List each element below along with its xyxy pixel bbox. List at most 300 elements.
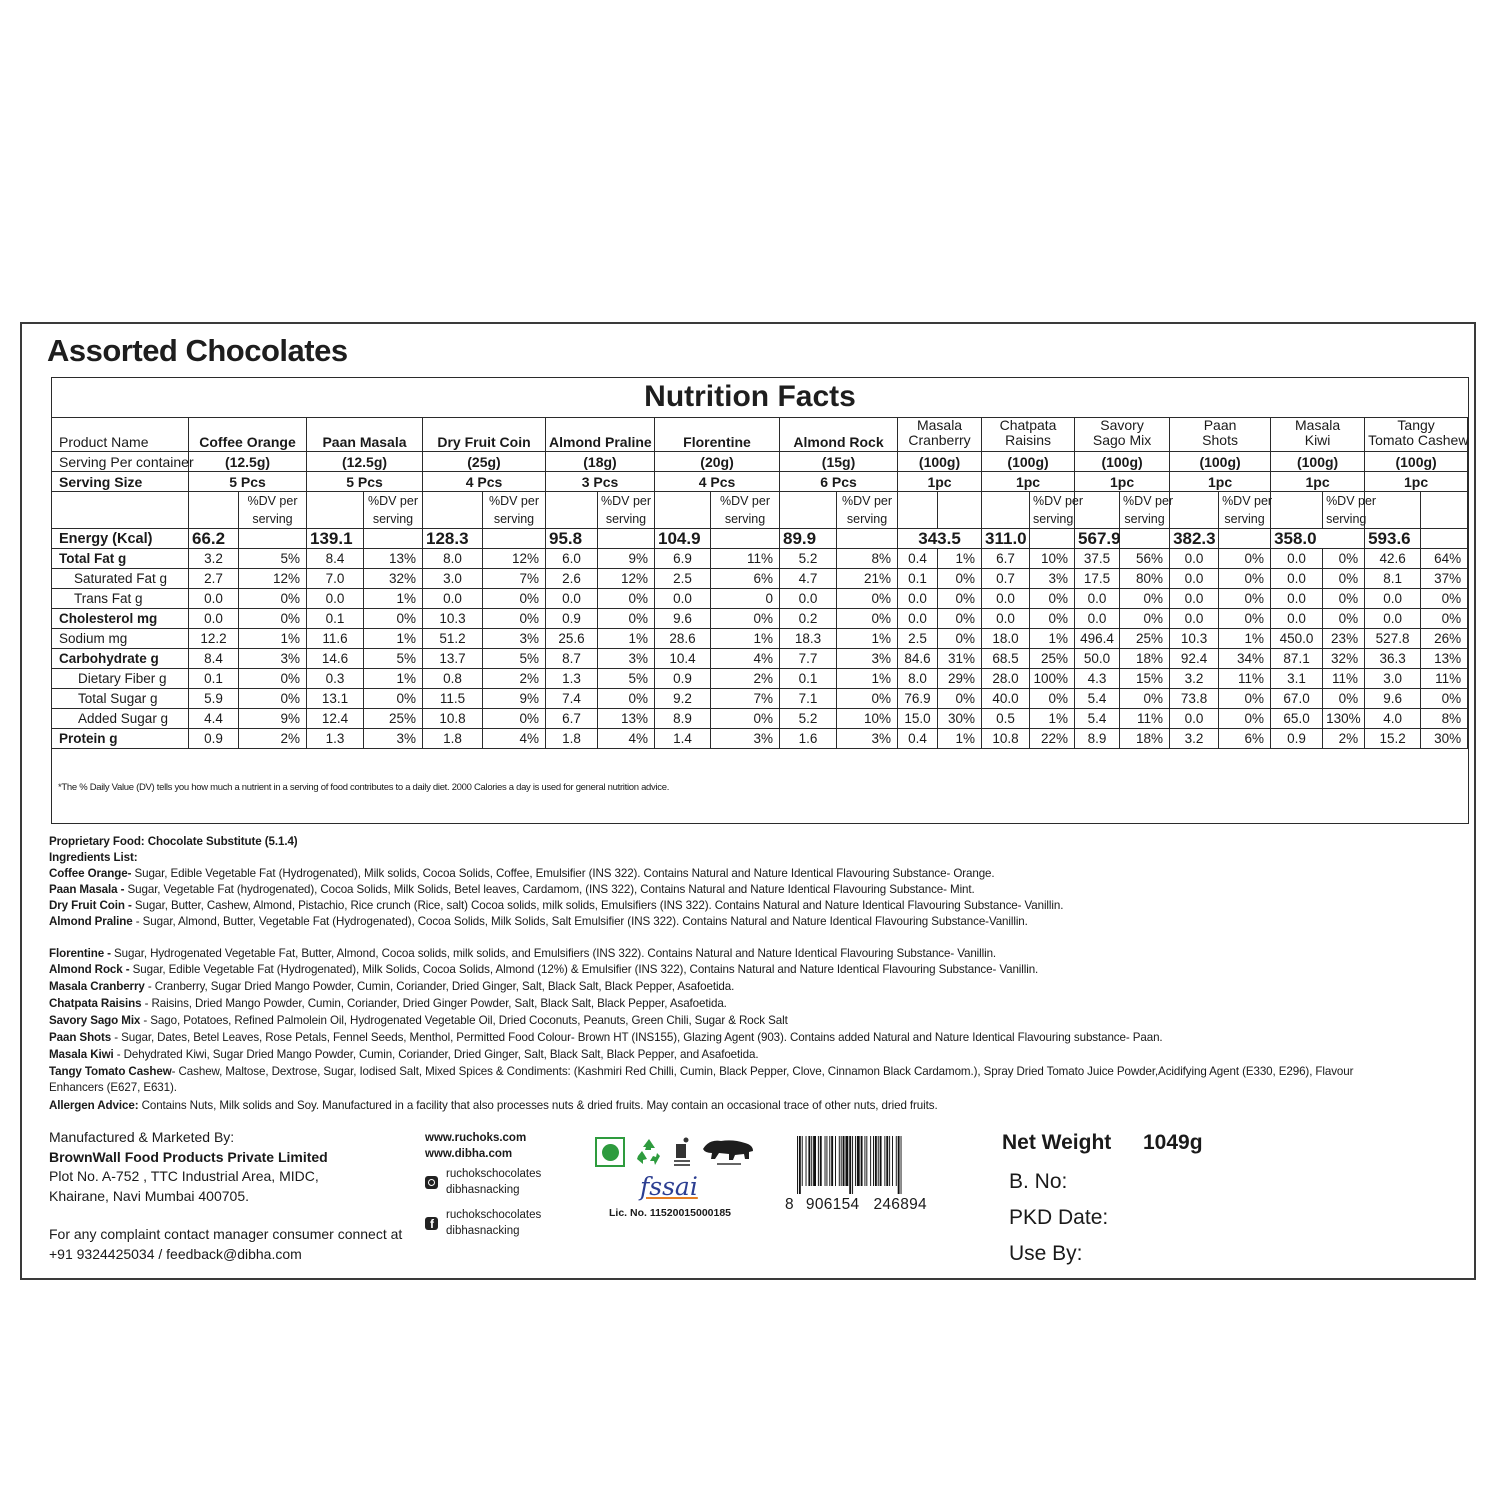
nutrient-dv: 31%: [938, 649, 982, 669]
nutrient-dv: 1%: [598, 629, 655, 649]
nutrient-value: 5.4: [1075, 709, 1120, 729]
barcode-bar: [857, 1136, 860, 1186]
allergen-text: Contains Nuts, Milk solids and Soy. Manufactured in a facility that also processes nuts & dried fruits. May contain an occasional trace of other nuts, dried fruits.: [138, 1099, 938, 1112]
nutrient-dv: 0%: [711, 609, 780, 629]
ingredient-text: - Dehydrated Kiwi, Sugar Dried Mango Powder, Cumin, Coriander, Dried Ginger, Salt, Black Salt, Black Pepper, and Asafoetida.: [113, 1048, 759, 1061]
dv-header-blank: [938, 492, 982, 529]
ingredient-product-name: Paan Masala -: [49, 883, 125, 896]
net-weight-label: Net Weight: [1002, 1131, 1112, 1154]
nutrient-row: [52, 709, 1468, 729]
nutrient-value: 0.0: [546, 589, 598, 609]
value-header-blank: [1170, 492, 1219, 529]
nutrient-dv: 2%: [711, 669, 780, 689]
nutrient-dv: 18%: [1120, 649, 1170, 669]
nutrient-value: 11.5: [423, 689, 483, 709]
serving-per-container-value: (25g): [423, 452, 546, 472]
serving-per-container-value: (15g): [780, 452, 898, 472]
nutrient-value: 0.4: [898, 729, 938, 749]
nutrient-dv: 5%: [239, 549, 307, 569]
dv-header-line-2: serving: [846, 512, 888, 526]
ingredient-entry: [49, 898, 1063, 914]
nutrient-dv: 21%: [837, 569, 898, 589]
nutrient-value: 0.1: [189, 669, 239, 689]
dv-header-line-2: serving: [1326, 512, 1367, 526]
website-ruchoks[interactable]: www.ruchoks.com: [425, 1132, 527, 1144]
nutrient-dv: 0: [711, 589, 780, 609]
veg-mark-icon: [595, 1137, 625, 1167]
nutrient-dv: 0%: [239, 589, 307, 609]
ingredient-entry: [49, 866, 995, 882]
manufacturer-company: BrownWall Food Products Private Limited: [49, 1148, 328, 1165]
product-name-line-1: Masala: [916, 417, 963, 433]
barcode-bar: [896, 1136, 897, 1186]
nutrient-value: 0.0: [423, 589, 483, 609]
product-name-line-1: Paan Masala: [322, 434, 407, 450]
nutrient-dv: 0%: [1219, 709, 1271, 729]
nutrient-dv: 1%: [1030, 629, 1075, 649]
allergen-advice: [49, 1098, 938, 1114]
nutrient-dv: 0%: [1219, 549, 1271, 569]
nutrient-dv: 0%: [1120, 609, 1170, 629]
nutrient-dv: 0%: [1323, 689, 1365, 709]
ingredient-product-name: Savory Sago Mix: [49, 1014, 141, 1027]
value-header-blank: [982, 492, 1030, 529]
barcode-bar: [886, 1136, 888, 1186]
serving-per-container-value: (100g): [1365, 452, 1468, 472]
nutrient-dv: 0%: [598, 609, 655, 629]
dv-header-line-1: %DV per: [719, 494, 771, 508]
product-name-header: [1365, 418, 1468, 452]
nutrient-value: 0.0: [982, 609, 1030, 629]
nutrient-dv: 0%: [1421, 609, 1468, 629]
nutrient-dv: 30%: [938, 709, 982, 729]
nutrient-value: 18.3: [780, 629, 837, 649]
barcode-bar: [898, 1136, 900, 1194]
nutrient-dv: 30%: [1421, 729, 1468, 749]
nutrient-value: 13.1: [307, 689, 364, 709]
nutrient-dv: 6%: [1219, 729, 1271, 749]
nutrient-value: 76.9: [898, 689, 938, 709]
nutrient-value: 0.0: [1271, 569, 1323, 589]
nutrient-value: 68.5: [982, 649, 1030, 669]
nutrient-dv: 0%: [938, 689, 982, 709]
barcode-bar: [884, 1136, 885, 1186]
nutrient-value: 8.9: [655, 709, 711, 729]
label-title: Assorted Chocolates: [47, 333, 348, 368]
nutrient-dv: 0%: [1219, 589, 1271, 609]
nutrient-dv: 8%: [1421, 709, 1468, 729]
nutrient-dv: 37%: [1421, 569, 1468, 589]
energy-label: Energy (Kcal): [52, 529, 189, 549]
ingredient-product-name: Tangy Tomato Cashew: [49, 1065, 172, 1078]
instagram-handles: [425, 1166, 541, 1198]
fssai-logo-text: fssai: [640, 1172, 698, 1201]
nutrient-dv: 130%: [1323, 709, 1365, 729]
dv-header: [1030, 492, 1084, 529]
nutrient-value: 0.0: [1271, 609, 1323, 629]
barcode-bar: [875, 1136, 877, 1186]
nutrient-value: 50.0: [1075, 649, 1120, 669]
ingredient-product-name: Masala Cranberry: [49, 980, 145, 993]
barcode-bar: [831, 1136, 833, 1186]
ingredient-text: - Sugar, Almond, Butter, Vegetable Fat (Hydrogenated), Cocoa Solids, Milk Solids, Salt Emulsifier (INS 322). Contains Natural and Nature Identical Flavouring Substance-Vanillin.: [132, 915, 1028, 928]
nutrient-dv: 3%: [598, 649, 655, 669]
serving-size-value: 1pc: [1271, 472, 1365, 492]
nutrient-dv: 0%: [1120, 689, 1170, 709]
nutrient-dv: 12%: [239, 569, 307, 589]
nutrient-dv: 0%: [711, 709, 780, 729]
ingredient-product-name: Dry Fruit Coin -: [49, 899, 132, 912]
nutrient-label: Carbohydrate g: [52, 649, 189, 669]
nutrient-dv: 8%: [837, 549, 898, 569]
nutrient-value: 0.0: [189, 609, 239, 629]
barcode-bar: [864, 1136, 865, 1186]
energy-value: 358.0: [1271, 529, 1365, 549]
nutrient-row: [52, 609, 1468, 629]
nutrient-dv: 3%: [483, 629, 546, 649]
nutrient-row: [52, 589, 1468, 609]
nutrient-value: 65.0: [1271, 709, 1323, 729]
ingredient-entry: [49, 1047, 758, 1063]
manufacturer-block: [49, 1128, 402, 1264]
dv-header-line-2: serving: [1224, 512, 1265, 526]
pkd-date-label: PKD Date:: [1009, 1206, 1109, 1229]
product-name-line-2: Shots: [1202, 432, 1238, 448]
nutrient-value: 0.0: [1365, 609, 1421, 629]
allergen-label: Allergen Advice:: [49, 1099, 139, 1112]
nutrient-value: 0.1: [780, 669, 837, 689]
nutrient-dv: 3%: [1030, 569, 1075, 589]
nutrient-value: 13.7: [423, 649, 483, 669]
nutrient-dv: 18%: [1120, 729, 1170, 749]
value-header-blank: [1271, 492, 1323, 529]
product-name-line-1: Dry Fruit Coin: [437, 434, 531, 450]
barcode-bar: [835, 1136, 836, 1186]
nutrient-dv: 7%: [711, 689, 780, 709]
nutrient-dv: 1%: [1219, 629, 1271, 649]
proprietary-food: Proprietary Food: Chocolate Substitute (5.1.4): [49, 835, 298, 848]
ingredient-text: - Sago, Potatoes, Refined Palmolein Oil, Hydrogenated Vegetable Oil, Dried Coconuts, Peanuts, Green Chili, Sugar & Rock Salt: [140, 1014, 788, 1027]
nutrient-label: Sodium mg: [52, 629, 189, 649]
nutrient-dv: 3%: [837, 649, 898, 669]
dv-header-line-2: serving: [605, 512, 647, 526]
nutrient-value: 8.0: [423, 549, 483, 569]
energy-value: 139.1: [307, 529, 364, 549]
nutrient-value: 0.9: [655, 669, 711, 689]
dv-header: [239, 492, 307, 529]
serving-per-container-value: (12.5g): [307, 452, 423, 472]
energy-value: 311.0: [982, 529, 1030, 549]
product-name-line-1: Almond Praline: [549, 434, 652, 450]
nutrient-value: 8.0: [898, 669, 938, 689]
nutrient-label: Saturated Fat g: [52, 569, 189, 589]
barcode-number: [785, 1196, 927, 1214]
barcode-bar: [849, 1136, 851, 1194]
product-name-line-1: Florentine: [683, 434, 751, 450]
use-by-label: Use By:: [1009, 1242, 1083, 1265]
nutrient-dv: 0%: [938, 589, 982, 609]
energy-dv-blank: [483, 529, 546, 549]
nutrient-value: 0.0: [1170, 589, 1219, 609]
nutrient-dv: 5%: [483, 649, 546, 669]
nutrient-value: 3.1: [1271, 669, 1323, 689]
nutrient-dv: 100%: [1030, 669, 1075, 689]
barcode-bar: [870, 1136, 871, 1186]
barcode-group-2: 246894: [873, 1196, 927, 1213]
nutrient-value: 0.9: [546, 609, 598, 629]
nutrient-value: 37.5: [1075, 549, 1120, 569]
nutrient-dv: 0%: [364, 689, 423, 709]
nutrient-dv: 0%: [1421, 589, 1468, 609]
value-header-blank: [423, 492, 483, 529]
dv-header-line-1: %DV per: [601, 494, 652, 508]
serving-size-label: Serving Size: [52, 472, 189, 492]
nutrient-dv: 11%: [1219, 669, 1271, 689]
serving-per-container-value: (100g): [1075, 452, 1170, 472]
nutrient-dv: 2%: [483, 669, 546, 689]
nutrient-value: 2.6: [546, 569, 598, 589]
ingredient-text: Sugar, Edible Vegetable Fat (Hydrogenated), Milk Solids, Cocoa Solids, Almond (12%) & Emulsifier (INS 322), Contains Natural and Nature Identical Flavouring Substance- Vanillin.: [129, 963, 1039, 976]
energy-dv-blank: [1219, 529, 1271, 549]
nutrient-value: 14.6: [307, 649, 364, 669]
dv-header-row: [52, 492, 1468, 529]
ingredient-entry: [49, 1030, 1163, 1046]
nutrient-value: 12.2: [189, 629, 239, 649]
nutrient-dv: 1%: [837, 629, 898, 649]
serving-per-container-value: (20g): [655, 452, 780, 472]
nutrient-value: 2.5: [898, 629, 938, 649]
nutrient-dv: 2%: [1323, 729, 1365, 749]
nutrient-dv: 12%: [598, 569, 655, 589]
nutrient-value: 84.6: [898, 649, 938, 669]
manufacturer-address-1: Plot No. A-752 , TTC Industrial Area, MIDC,: [49, 1168, 319, 1184]
serving-per-container-value: (100g): [1271, 452, 1365, 472]
barcode-bar: [878, 1136, 879, 1186]
nutrient-dv: 13%: [1421, 649, 1468, 669]
nutrient-value: 0.0: [189, 589, 239, 609]
energy-value: 128.3: [423, 529, 483, 549]
nutrient-dv: 2%: [239, 729, 307, 749]
ingredient-entry: [49, 914, 1028, 930]
product-name-header: [1271, 418, 1365, 452]
batch-number-label: B. No:: [1009, 1170, 1068, 1193]
nutrient-value: 40.0: [982, 689, 1030, 709]
facebook-handle-2[interactable]: dibhasnacking: [446, 1225, 520, 1237]
serving-size-value: 3 Pcs: [546, 472, 655, 492]
facebook-icon: f: [425, 1217, 438, 1230]
nutrient-value: 36.3: [1365, 649, 1421, 669]
nutrient-dv: 0%: [938, 569, 982, 589]
serving-size-value: 1pc: [1075, 472, 1170, 492]
nutrient-value: 6.7: [546, 709, 598, 729]
ingredient-product-name: Florentine -: [49, 947, 111, 960]
ingredient-text: - Sugar, Dates, Betel Leaves, Rose Petals, Fennel Seeds, Menthol, Permitted Food Colour- Brown HT (INS155), Glazing Agent (903). Contains added Natural and Nature Identical Flavouring substance- Paan.: [111, 1031, 1163, 1044]
nutrient-value: 7.0: [307, 569, 364, 589]
nutrient-value: 0.0: [1271, 549, 1323, 569]
barcode-bar: [880, 1136, 882, 1186]
nutrient-value: 3.2: [1170, 669, 1219, 689]
nutrient-dv: 4%: [598, 729, 655, 749]
nutrient-value: 28.6: [655, 629, 711, 649]
nutrient-row: [52, 649, 1468, 669]
nutrient-row: [52, 629, 1468, 649]
nutrient-label: Protein g: [52, 729, 189, 749]
nutrient-value: 51.2: [423, 629, 483, 649]
nutrient-value: 5.4: [1075, 689, 1120, 709]
nutrient-value: 0.5: [982, 709, 1030, 729]
product-name-header: [655, 418, 780, 452]
nutrient-value: 4.0: [1365, 709, 1421, 729]
nutrient-dv: 0%: [364, 609, 423, 629]
energy-value: 95.8: [546, 529, 598, 549]
dv-header: [483, 492, 546, 529]
nutrient-dv: 1%: [1030, 709, 1075, 729]
nutrient-value: 0.0: [1170, 709, 1219, 729]
nutrient-value: 0.0: [307, 589, 364, 609]
nutrient-value: 0.2: [780, 609, 837, 629]
energy-row: [52, 529, 1468, 549]
nutrient-value: 0.0: [1170, 609, 1219, 629]
nutrient-value: 8.1: [1365, 569, 1421, 589]
nutrient-value: 10.4: [655, 649, 711, 669]
nutrient-value: 6.0: [546, 549, 598, 569]
energy-value: 104.9: [655, 529, 711, 549]
nutrient-dv: 3%: [837, 729, 898, 749]
nutrient-dv: 80%: [1120, 569, 1170, 589]
product-name-line-2: Raisins: [1005, 432, 1051, 448]
nutrient-value: 8.7: [546, 649, 598, 669]
barcode-bar: [829, 1136, 830, 1186]
serving-size-value: 1pc: [982, 472, 1075, 492]
ingredient-entry: [49, 962, 1038, 978]
ingredient-entry: [49, 979, 734, 995]
nutrient-value: 0.8: [423, 669, 483, 689]
product-name-line-1: Tangy: [1397, 417, 1435, 433]
ingredient-product-name: Masala Kiwi: [49, 1048, 114, 1061]
value-header-blank: [546, 492, 598, 529]
ingredient-text: Sugar, Vegetable Fat (hydrogenated), Cocoa Solids, Milk Solids, Betel leaves, Cardamom, (INS 322), Contains Natural and Nature Identical Flavouring Substance- Mint.: [124, 883, 975, 896]
nutrient-value: 9.6: [1365, 689, 1421, 709]
nutrient-dv: 0%: [938, 609, 982, 629]
barcode: [797, 1136, 945, 1194]
serving-per-container-value: (12.5g): [189, 452, 307, 472]
serving-per-container-value: (100g): [1170, 452, 1271, 472]
serving-size-value: 1pc: [898, 472, 982, 492]
nutrient-dv: 11%: [1120, 709, 1170, 729]
facebook-handles: [425, 1207, 541, 1239]
nutrient-value: 8.4: [307, 549, 364, 569]
nutrient-value: 2.7: [189, 569, 239, 589]
instagram-handle-2[interactable]: dibhasnacking: [446, 1184, 520, 1196]
ingredient-text: Sugar, Edible Vegetable Fat (Hydrogenated), Milk solids, Cocoa Solids, Coffee, Emulsifier (INS 322). Contains Natural and Nature Identical Flavouring Substance- Orange.: [131, 867, 995, 880]
nutrient-value: 0.3: [307, 669, 364, 689]
serving-per-container-value: (100g): [982, 452, 1075, 472]
barcode-bar: [826, 1136, 827, 1186]
barcode-bar: [806, 1136, 807, 1186]
dv-header-line-1: %DV per: [1222, 494, 1273, 508]
serving-size-value: 6 Pcs: [780, 472, 898, 492]
facebook-handle-1[interactable]: ruchokschocolates: [446, 1209, 542, 1221]
serving-per-container-value: (100g): [898, 452, 982, 472]
nutrient-label: Dietary Fiber g: [52, 669, 189, 689]
dv-header-line-2: serving: [372, 512, 414, 526]
websites: [425, 1130, 526, 1162]
ingredient-entry: [49, 946, 996, 962]
nutrient-value: 7.7: [780, 649, 837, 669]
value-header-blank: [307, 492, 364, 529]
product-name-header: [1170, 418, 1271, 452]
nutrient-dv: 0%: [239, 689, 307, 709]
nutrient-value: 8.9: [1075, 729, 1120, 749]
nutrient-value: 1.8: [546, 729, 598, 749]
nutrient-value: 5.2: [780, 709, 837, 729]
nutrient-value: 0.4: [898, 549, 938, 569]
dv-header-line-1: %DV per: [1326, 494, 1377, 508]
nutrient-value: 3.2: [189, 549, 239, 569]
instagram-icon: [425, 1176, 438, 1189]
recycle-icon: [633, 1136, 665, 1168]
instagram-handle-1[interactable]: ruchokschocolates: [446, 1168, 542, 1180]
nutrient-value: 6.7: [982, 549, 1030, 569]
website-dibha[interactable]: www.dibha.com: [425, 1148, 513, 1160]
nutrient-value: 28.0: [982, 669, 1030, 689]
nutrient-value: 0.9: [189, 729, 239, 749]
product-name-line-2: Cranberry: [908, 432, 971, 448]
nutrient-value: 3.0: [423, 569, 483, 589]
nutrient-dv: 32%: [364, 569, 423, 589]
energy-dv-blank: [1120, 529, 1170, 549]
nutrient-dv: 3%: [364, 729, 423, 749]
energy-value: 343.5: [898, 529, 982, 549]
ingredient-product-name: Almond Rock -: [49, 963, 130, 976]
nutrient-value: 1.3: [546, 669, 598, 689]
value-header-blank: [655, 492, 711, 529]
nutrient-dv: 0%: [598, 689, 655, 709]
nutrient-dv: 9%: [239, 709, 307, 729]
dv-header: [1323, 492, 1377, 529]
nutrient-value: 1.4: [655, 729, 711, 749]
nutrient-value: 4.7: [780, 569, 837, 589]
product-name-line-1: Masala: [1295, 417, 1341, 433]
barcode-bar: [873, 1136, 874, 1186]
ingredient-text: Sugar, Butter, Cashew, Almond, Pistachio, Rice crunch (Rice, salt) Cocoa solids, milk solids, Emulsifiers (INS 322). Contains Natural and Nature Identical Flavouring Substance- Vanillin.: [131, 899, 1064, 912]
complaint-contact[interactable]: +91 9324425034 / feedback@dibha.com: [49, 1245, 302, 1262]
nutrient-value: 0.0: [1170, 569, 1219, 589]
barcode-lead-digit: 8: [785, 1196, 794, 1213]
nutrient-value: 0.1: [307, 609, 364, 629]
nutrient-value: 3.2: [1170, 729, 1219, 749]
dv-header: [598, 492, 655, 529]
nutrient-value: 67.0: [1271, 689, 1323, 709]
nutrient-dv: 0%: [1120, 589, 1170, 609]
product-name-line-1: Chatpata: [999, 417, 1057, 433]
ingredient-text: - Raisins, Dried Mango Powder, Cumin, Coriander, Dried Ginger Powder, Salt, Black Salt, Black Pepper, Asafoetida.: [141, 997, 727, 1010]
nutrient-dv: 22%: [1030, 729, 1075, 749]
dv-header-line-2: serving: [252, 512, 293, 526]
dv-header-line-1: %DV per: [247, 494, 298, 508]
serving-per-container-value: (18g): [546, 452, 655, 472]
nutrient-dv: 10%: [837, 709, 898, 729]
nutrient-value: 5.9: [189, 689, 239, 709]
nutrient-dv: 0%: [483, 589, 546, 609]
nutrient-dv: 0%: [1030, 689, 1075, 709]
nutrient-value: 0.0: [898, 589, 938, 609]
nutrient-value: 450.0: [1271, 629, 1323, 649]
barcode-bar: [797, 1136, 798, 1194]
nutrient-dv: 25%: [1120, 629, 1170, 649]
nutrient-value: 0.0: [655, 589, 711, 609]
ingredient-entry: [49, 882, 975, 898]
